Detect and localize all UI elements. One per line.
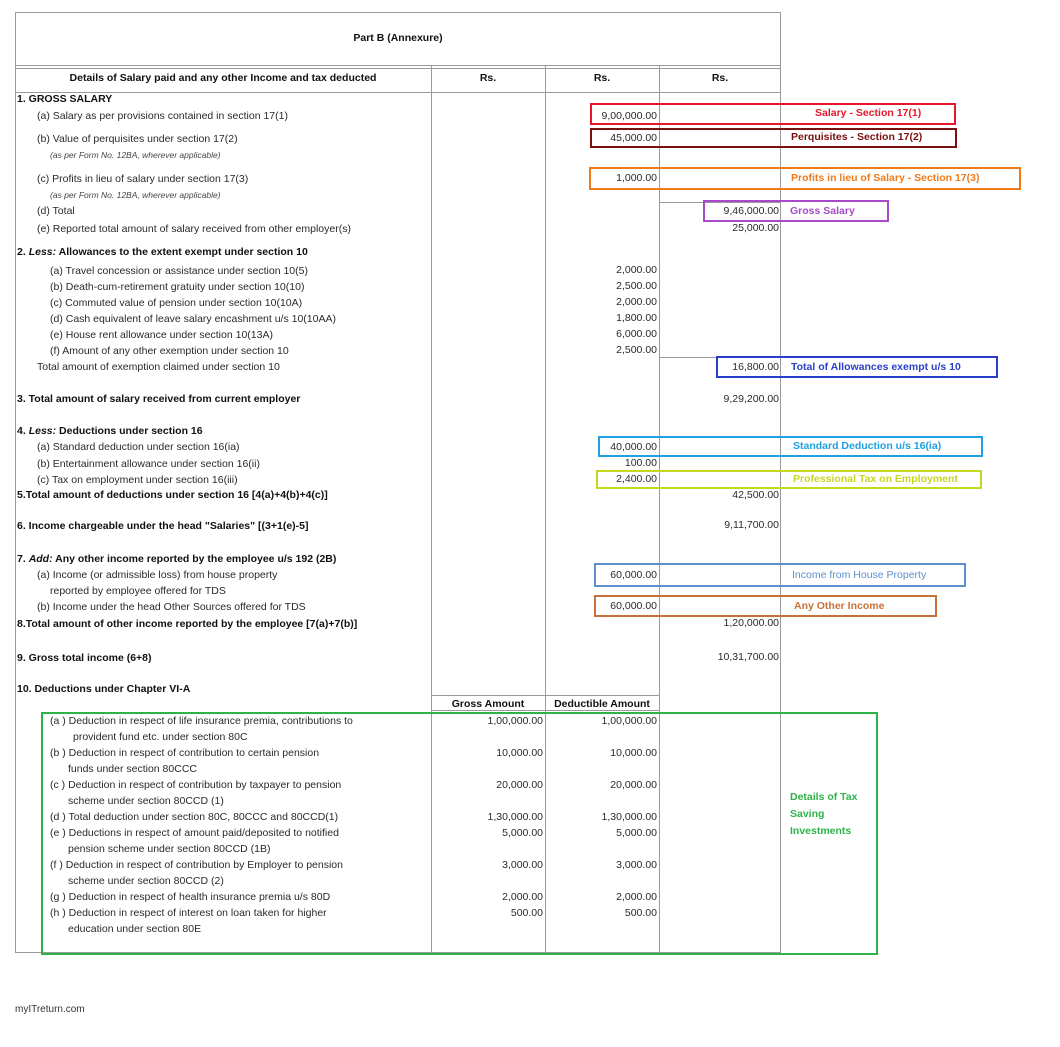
list-item: (b ) Deduction in respect of contribution to certain pension: [50, 747, 320, 759]
s6-label: 6. Income chargeable under the head "Salaries" [(3+1(e)-5]: [17, 520, 309, 532]
list-item: (d ) Total deduction under section 80C, 80CCC and 80CCD(1): [50, 811, 339, 823]
s3-label: 3. Total amount of salary received from current employer: [17, 393, 301, 405]
list-item-gross: 5,000.00: [502, 827, 543, 839]
s2-total-value: 16,800.00: [732, 361, 779, 373]
s10-col-gross: Gross Amount: [451, 698, 525, 710]
s4-b-value: 100.00: [624, 457, 657, 469]
s1-e-value: 25,000.00: [732, 222, 779, 234]
list-item-gross: 1,00,000.00: [487, 715, 543, 727]
annotation-gross-salary: Gross Salary: [790, 205, 855, 217]
s4-a-label: (a) Standard deduction under section 16(ia): [37, 441, 240, 453]
annotation-tax-saving-line2: Saving: [790, 808, 825, 820]
list-item-deductible: 2,000.00: [616, 891, 657, 903]
list-item-deductible: 5,000.00: [616, 827, 657, 839]
list-item: (e) House rent allowance under section 10(13A): [50, 329, 273, 341]
s4-c-value: 2,400.00: [616, 473, 657, 485]
list-item: (b) Death-cum-retirement gratuity under section 10(10): [50, 281, 305, 293]
s1-b-note: (as per Form No. 12BA, wherever applicable): [50, 150, 221, 160]
header-col1: Rs.: [479, 72, 497, 84]
list-item-cont: scheme under section 80CCD (1): [68, 795, 224, 807]
s4-c-label: (c) Tax on employment under section 16(iii): [37, 474, 238, 486]
s1-e-label: (e) Reported total amount of salary received from other employer(s): [37, 223, 351, 235]
section2-heading: [17, 245, 308, 259]
s7-a-value: 60,000.00: [610, 569, 657, 581]
list-item-deductible: 20,000.00: [610, 779, 657, 791]
s2-heading-num: 2.: [17, 246, 26, 258]
s1-c-note: (as per Form No. 12BA, wherever applicable): [50, 190, 221, 200]
annotation-tax-saving-line3: Investments: [790, 825, 852, 837]
list-item-deductible: 500.00: [624, 907, 657, 919]
list-item-cont: provident fund etc. under section 80C: [73, 731, 248, 743]
s1-c-value: 1,000.00: [616, 172, 657, 184]
list-item-cont: scheme under section 80CCD (2): [68, 875, 224, 887]
header-col3: Rs.: [711, 72, 729, 84]
list-item: (d) Cash equivalent of leave salary encashment u/s 10(10AA): [50, 313, 336, 325]
s2-total-label: Total amount of exemption claimed under section 10: [37, 361, 280, 373]
list-item: (c ) Deduction in respect of contribution by taxpayer to pension: [50, 779, 342, 791]
s7-a-label: (a) Income (or admissible loss) from house property: [37, 569, 278, 581]
list-item-value: 2,000.00: [616, 296, 657, 308]
s2-heading-rest: Allowances to the extent exempt under section 10: [58, 246, 308, 258]
section7-heading: [17, 552, 336, 566]
s1-b-value: 45,000.00: [610, 132, 657, 144]
annotation-salary: Salary - Section 17(1): [815, 107, 922, 119]
page-title: Part B (Annexure): [353, 32, 443, 44]
s9-value: 10,31,700.00: [717, 651, 779, 663]
s6-value: 9,11,700.00: [724, 519, 779, 531]
s7-heading-num: 7.: [17, 553, 26, 565]
list-item: (e ) Deductions in respect of amount paid/deposited to notified: [50, 827, 339, 839]
list-item: (f) Amount of any other exemption under section 10: [50, 345, 289, 357]
list-item-gross: 3,000.00: [502, 859, 543, 871]
list-item-deductible: 10,000.00: [610, 747, 657, 759]
list-item: (f ) Deduction in respect of contribution by Employer to pension: [50, 859, 343, 871]
list-item-value: 1,800.00: [616, 312, 657, 324]
footer-source: myITreturn.com: [15, 1004, 85, 1015]
list-item-gross: 10,000.00: [496, 747, 543, 759]
list-item: (h ) Deduction in respect of interest on loan taken for higher: [50, 907, 327, 919]
s1-d-value: 9,46,000.00: [723, 205, 779, 217]
header-details: Details of Salary paid and any other Income and tax deducted: [69, 72, 377, 84]
s5-value: 42,500.00: [732, 489, 779, 501]
list-item-gross: 1,30,000.00: [487, 811, 543, 823]
s1-a-value: 9,00,000.00: [601, 110, 657, 122]
list-item: (a) Travel concession or assistance under section 10(5): [50, 265, 308, 277]
list-item: (g ) Deduction in respect of health insurance premia u/s 80D: [50, 891, 331, 903]
list-item-gross: 2,000.00: [502, 891, 543, 903]
annotation-standard-deduction: Standard Deduction u/s 16(ia): [793, 440, 942, 452]
list-item: (a ) Deduction in respect of life insurance premia, contributions to: [50, 715, 353, 727]
annotation-perquisites: Perquisites - Section 17(2): [791, 131, 923, 143]
list-item-cont: education under section 80E: [68, 923, 202, 935]
s7-a-label-cont: reported by employee offered for TDS: [50, 585, 226, 597]
s9-label: 9. Gross total income (6+8): [17, 652, 152, 664]
s1-a-label: (a) Salary as per provisions contained in section 17(1): [37, 110, 288, 122]
annotation-professional-tax: Professional Tax on Employment: [793, 473, 958, 485]
s7-b-label: (b) Income under the head Other Sources offered for TDS: [37, 601, 306, 613]
list-item-deductible: 3,000.00: [616, 859, 657, 871]
s4-b-label: (b) Entertainment allowance under section 16(ii): [37, 458, 260, 470]
list-item-value: 2,500.00: [616, 344, 657, 356]
annotation-other-income: Any Other Income: [794, 600, 885, 612]
annotation-profits: Profits in lieu of Salary - Section 17(3): [791, 172, 980, 184]
s8-label: 8.Total amount of other income reported by the employee [7(a)+7(b)]: [17, 618, 358, 630]
s1-d-label: (d) Total: [37, 205, 75, 217]
other-income-highlight-box: [594, 595, 937, 617]
s4-heading-rest: Deductions under section 16: [59, 425, 203, 437]
s1-b-label: (b) Value of perquisites under section 17(2): [37, 133, 238, 145]
list-item-cont: funds under section 80CCC: [68, 763, 197, 775]
s3-value: 9,29,200.00: [723, 393, 779, 405]
section1-heading: 1. GROSS SALARY: [17, 93, 113, 105]
list-item-deductible: 1,00,000.00: [601, 715, 657, 727]
s7-b-value: 60,000.00: [610, 600, 657, 612]
list-item-value: 2,500.00: [616, 280, 657, 292]
list-item: (c) Commuted value of pension under section 10(10A): [50, 297, 303, 309]
list-item-gross: 500.00: [510, 907, 543, 919]
annotation-allowances: Total of Allowances exempt u/s 10: [791, 361, 961, 373]
list-item-value: 6,000.00: [616, 328, 657, 340]
list-item-gross: 20,000.00: [496, 779, 543, 791]
s7-heading-rest: Any other income reported by the employee u/s 192 (2B): [55, 553, 337, 565]
s10-heading: 10. Deductions under Chapter VI-A: [17, 683, 191, 695]
s8-value: 1,20,000.00: [723, 617, 779, 629]
s5-label: 5.Total amount of deductions under section 16 [4(a)+4(b)+4(c)]: [17, 489, 328, 501]
annotation-tax-saving-line1: Details of Tax: [790, 791, 858, 803]
s7-heading-add: Add:: [28, 553, 53, 565]
s1-c-label: (c) Profits in lieu of salary under section 17(3): [37, 173, 249, 185]
s10-col-deductible: Deductible Amount: [554, 698, 650, 710]
s4-a-value: 40,000.00: [610, 441, 657, 453]
list-item-cont: pension scheme under section 80CCD (1B): [68, 843, 271, 855]
list-item-value: 2,000.00: [616, 264, 657, 276]
section4-heading: [17, 424, 203, 438]
annotation-house-property: Income from House Property: [792, 569, 927, 581]
s4-heading-less: Less:: [28, 425, 57, 437]
list-item-deductible: 1,30,000.00: [601, 811, 657, 823]
header-col2: Rs.: [593, 72, 611, 84]
s4-heading-num: 4.: [17, 425, 26, 437]
tax-saving-highlight-box: [41, 712, 878, 955]
s2-heading-less: Less:: [28, 246, 57, 258]
